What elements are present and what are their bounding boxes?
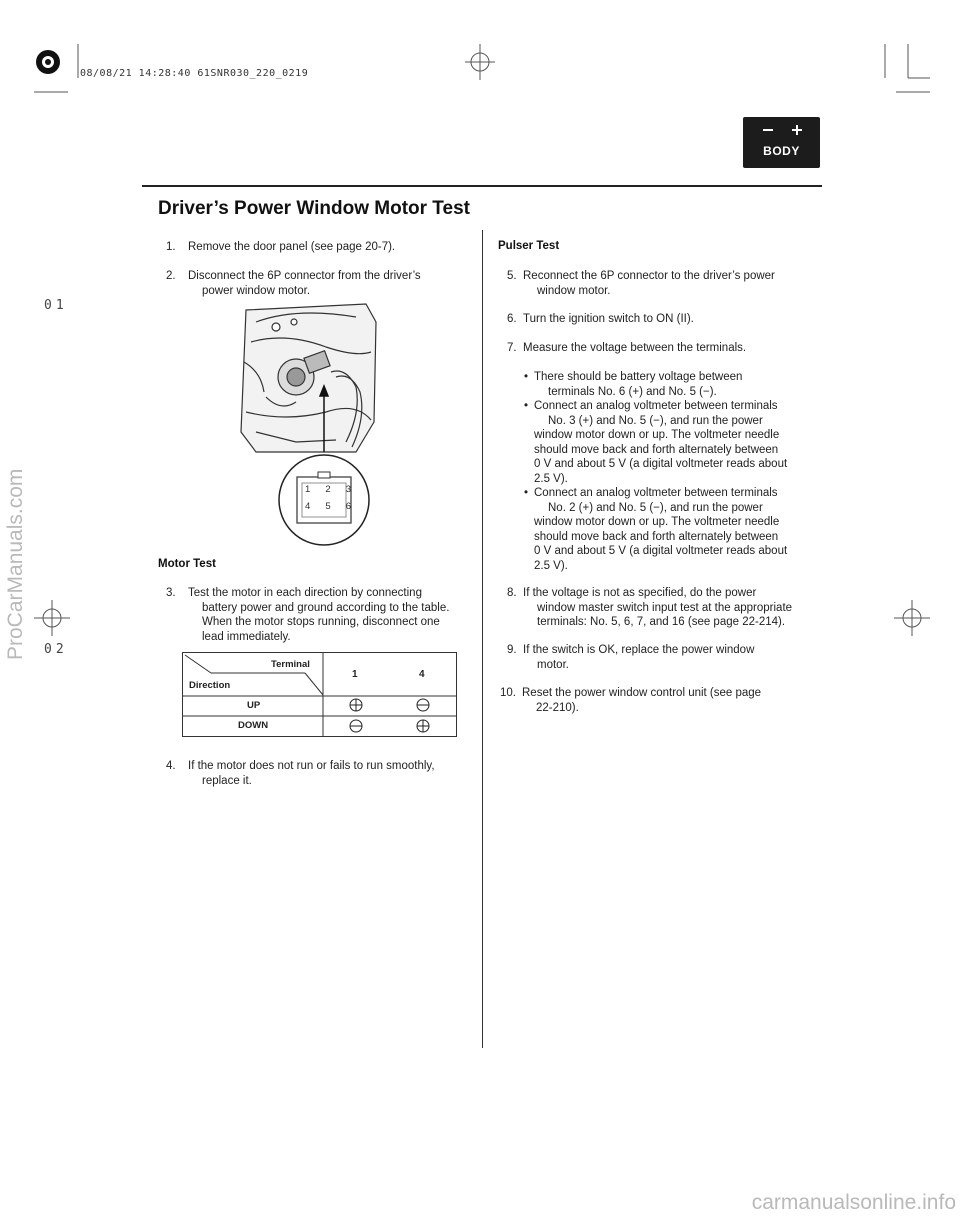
step-text: Measure the voltage between the terminals. <box>523 342 747 354</box>
step-number: 9. <box>507 644 517 656</box>
step-number: 1. <box>166 241 176 253</box>
pin-6: 6 <box>345 501 351 512</box>
body-section-badge <box>743 117 820 168</box>
registration-target-icon <box>36 50 60 74</box>
step-text: Test the motor in each direction by connecting battery power and ground according to the table. When the motor stops running, disconnect one lead immediately. <box>188 587 450 643</box>
pin-3: 3 <box>345 484 351 495</box>
battery-icon <box>743 117 820 168</box>
header-rule <box>142 185 822 187</box>
pulser-test-heading: Pulser Test <box>498 240 560 252</box>
col-terminal-4: 4 <box>419 669 425 680</box>
pin-2: 2 <box>325 484 331 495</box>
motor-test-heading: Motor Test <box>158 558 216 570</box>
step-text: Reset the power window control unit (see page 22-210). <box>522 687 762 714</box>
step-text: Turn the ignition switch to ON (II). <box>523 313 694 325</box>
row-down-label: DOWN <box>238 720 269 731</box>
up-terminal-1-plus-icon <box>350 699 362 711</box>
header-terminal: Terminal <box>271 659 310 670</box>
step-number: 6. <box>507 313 517 325</box>
step-number: 8. <box>507 587 517 599</box>
step-number: 2. <box>166 270 176 282</box>
step-number: 7. <box>507 342 517 354</box>
header-direction: Direction <box>189 680 231 691</box>
pin-5: 5 <box>325 501 331 512</box>
side-number-2: 02 <box>44 642 68 657</box>
print-mark: 08/08/21 14:28:40 61SNR030_220_0219 <box>80 68 309 79</box>
watermark-left: ProCarManuals.com <box>4 468 27 660</box>
pin-4: 4 <box>305 501 311 512</box>
row-up-label: UP <box>247 700 261 711</box>
direction-terminal-table <box>182 652 457 737</box>
pin-1: 1 <box>305 484 311 495</box>
watermark-bottom: carmanualsonline.info <box>751 1191 956 1214</box>
step-text: Reconnect the 6P connector to the driver’s power window motor. <box>523 270 775 297</box>
down-terminal-1-minus-icon <box>350 720 362 732</box>
down-terminal-4-plus-icon <box>417 720 429 732</box>
col-terminal-1: 1 <box>352 669 358 680</box>
side-number-1: 01 <box>44 298 68 313</box>
connector-pin-grid <box>305 484 351 512</box>
step-number: 5. <box>507 270 517 282</box>
step-number: 4. <box>166 760 176 772</box>
step-number: 10. <box>500 687 516 699</box>
badge-label: BODY <box>763 144 800 158</box>
step-text: Disconnect the 6P connector from the driver’s power window motor. <box>188 270 421 297</box>
step-text: Remove the door panel (see page 20-7). <box>188 241 396 253</box>
step-text: If the motor does not run or fails to run smoothly, replace it. <box>188 760 435 787</box>
step-text: If the switch is OK, replace the power window motor. <box>523 644 755 671</box>
page-title: Driver’s Power Window Motor Test <box>158 198 470 219</box>
step-number: 3. <box>166 587 176 599</box>
step-text: If the voltage is not as specified, do the power window master switch input test at the appropriate terminals: No. 5, 6, 7, and 16 (see page 22-214). <box>523 587 793 628</box>
up-terminal-4-minus-icon <box>417 699 429 711</box>
column-divider <box>482 230 483 1048</box>
